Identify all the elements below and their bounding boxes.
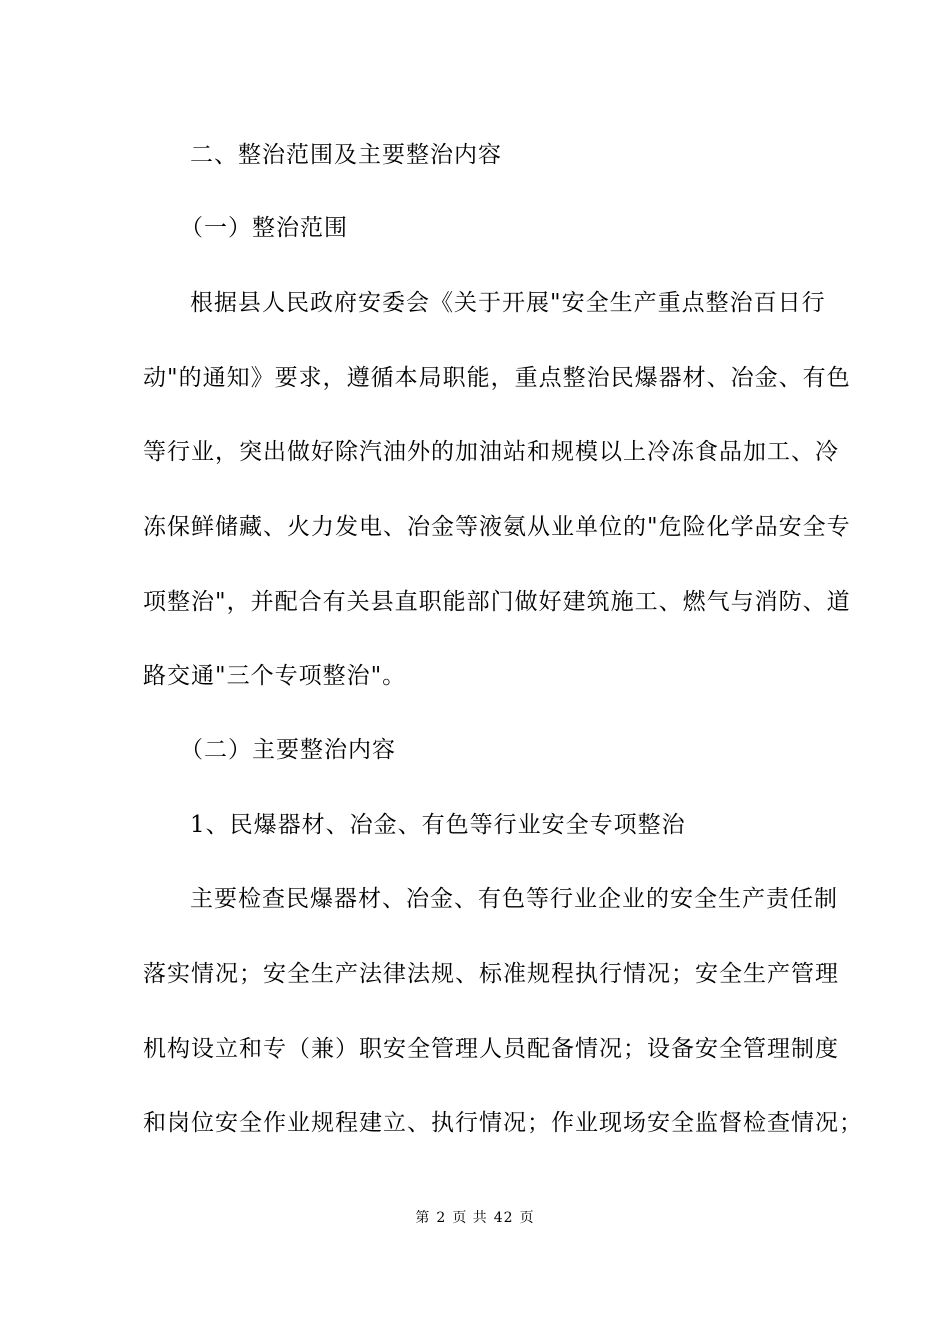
paragraph-line: 项整治"，并配合有关县直职能部门做好建筑施工、燃气与消防、道 [143,589,851,615]
paragraph-line: 落实情况；安全生产法律法规、标准规程执行情况；安全生产管理 [143,961,839,987]
page-footer [0,1209,950,1227]
paragraph-line: 路交通"三个专项整治"。 [143,663,407,689]
item-heading: 1、民爆器材、冶金、有色等行业安全专项整治 [190,812,686,838]
footer-prefix: 第 [415,1210,431,1226]
paragraph-line: 主要检查民爆器材、冶金、有色等行业企业的安全生产责任制 [190,886,838,912]
paragraph-line: 根据县人民政府安委会《关于开展"安全生产重点整治百日行 [190,290,826,316]
footer-page-number: 2 [436,1210,447,1226]
subsection-heading-content: （二）主要整治内容 [180,737,396,763]
paragraph-line: 和岗位安全作业规程建立、执行情况；作业现场安全监督检查情况； [143,1110,863,1136]
footer-suffix: 页 [519,1210,535,1226]
footer-total-pages: 42 [493,1210,514,1226]
paragraph-line: 动"的通知》要求，遵循本局职能，重点整治民爆器材、冶金、有色 [143,365,851,391]
section-heading: 二、整治范围及主要整治内容 [190,142,502,168]
footer-middle: 页 共 [452,1210,488,1226]
paragraph-line: 等行业，突出做好除汽油外的加油站和规模以上冷冻食品加工、冷 [143,439,839,465]
paragraph-line: 冻保鲜储藏、火力发电、冶金等液氨从业单位的"危险化学品安全专 [143,514,851,540]
paragraph-line: 机构设立和专（兼）职安全管理人员配备情况；设备安全管理制度 [143,1036,839,1062]
subsection-heading-scope: （一）整治范围 [180,215,348,241]
